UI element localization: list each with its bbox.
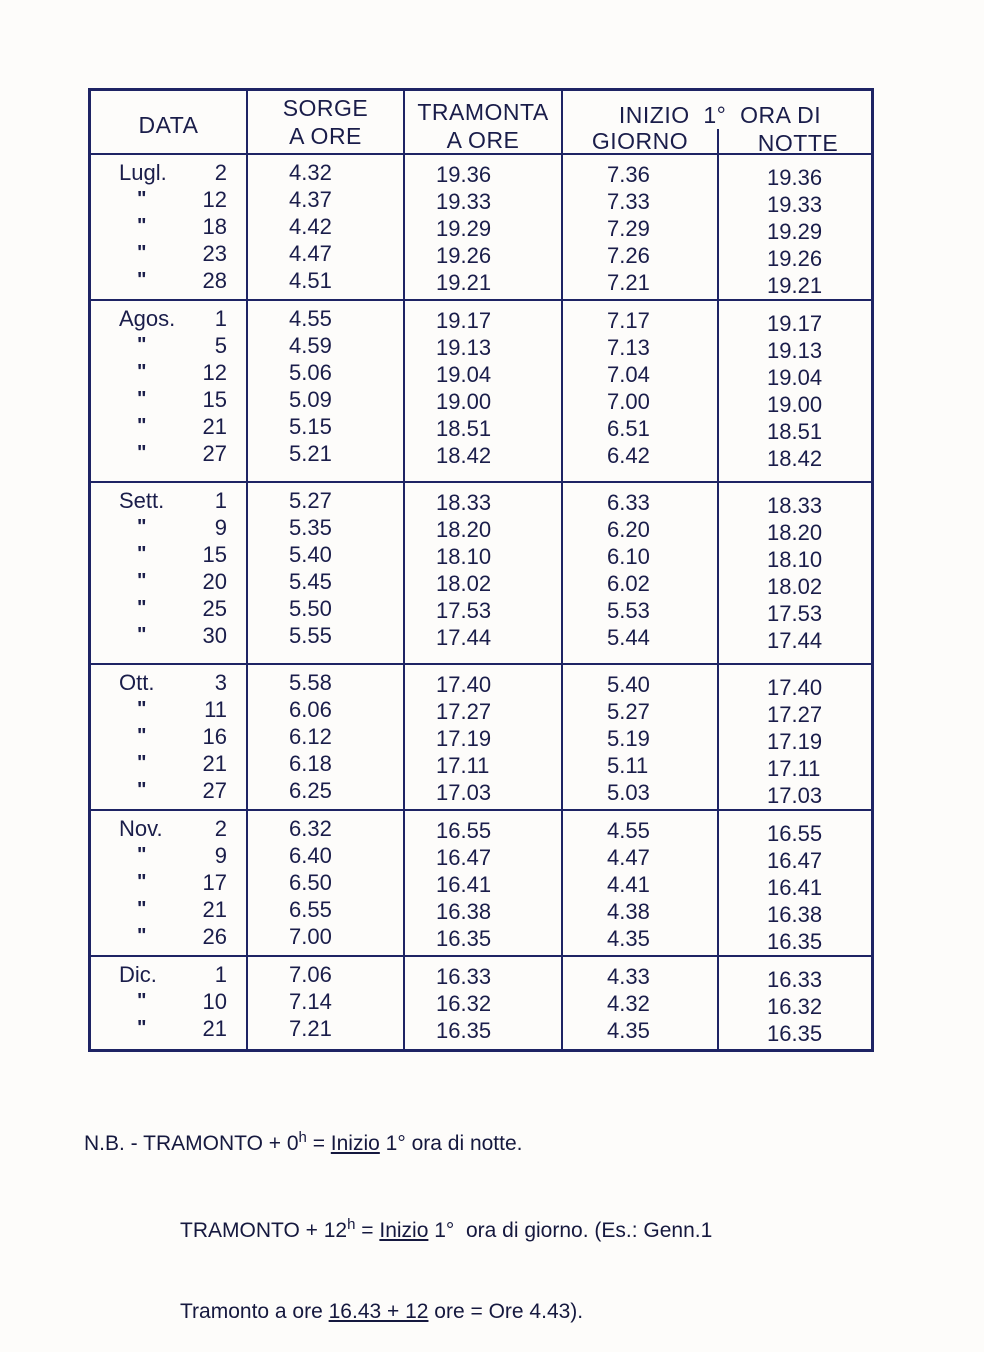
col-divider [403,91,405,1049]
month-label: Agos. [119,306,176,331]
night-hour-cell: 16.32 [767,994,823,1019]
night-hour-cell: 18.02 [767,574,823,599]
night-hour-cell: 17.11 [767,756,821,781]
day-cell: 26 [202,924,227,949]
sunrise-cell: 7.06 [289,962,332,987]
day-hour-cell: 7.26 [607,243,650,268]
day-cell: 21 [202,751,227,776]
section-divider [91,299,871,301]
sunrise-cell: 4.42 [289,214,332,239]
footnote [84,1070,712,1352]
header-inizio: INIZIO 1° ORA DI [618,102,822,128]
day-cell: 30 [202,623,227,648]
day-hour-cell: 5.27 [607,699,650,724]
night-hour-cell: 19.26 [767,246,823,271]
day-cell: 11 [204,697,227,722]
day-hour-cell: 7.13 [607,335,650,360]
sun-times-table [88,88,874,1052]
footnote-line-2: TRAMONTO + $12^h$ = Inizio 1° ora di giorno. (Es.: Genn.1 [180,1216,713,1242]
night-hour-cell: 18.51 [767,419,823,444]
sunrise-cell: 5.50 [289,596,332,621]
sunrise-cell: 5.40 [289,542,332,567]
ditto-mark: " [137,334,147,356]
night-hour-cell: 16.47 [767,848,823,873]
col-divider [246,91,248,1049]
sunset-cell: 19.13 [436,335,492,360]
night-hour-cell: 18.20 [767,520,823,545]
sunset-cell: 17.53 [436,598,492,623]
night-hour-cell: 19.04 [767,365,823,390]
day-cell: 15 [202,542,227,567]
sunrise-cell: 5.06 [289,360,332,385]
footnote-line-1: N.B. - TRAMONTO + $0^h$ = Inizio 1° ora di notte. [84,1129,523,1155]
day-cell: 2 [214,160,227,185]
sunset-cell: 17.27 [436,699,492,724]
ditto-mark: " [137,844,147,866]
day-hour-cell: 4.33 [607,964,650,989]
ditto-mark: " [137,898,147,920]
day-hour-cell: 7.29 [607,216,650,241]
day-hour-cell: 7.36 [607,162,650,187]
sunrise-cell: 6.18 [289,751,332,776]
day-hour-cell: 7.33 [607,189,650,214]
sunrise-cell: 5.55 [289,623,332,648]
sunset-cell: 18.51 [436,416,492,441]
sunset-cell: 19.21 [436,270,492,295]
sunset-cell: 18.02 [436,571,492,596]
sunrise-cell: 6.50 [289,870,332,895]
day-hour-cell: 6.33 [607,490,650,515]
sunrise-cell: 4.32 [289,160,332,185]
sunrise-cell: 6.12 [289,724,332,749]
ditto-mark: " [137,388,147,410]
night-hour-cell: 19.17 [767,311,823,336]
day-cell: 15 [202,387,227,412]
sunset-cell: 17.03 [436,780,492,805]
ditto-mark: " [137,188,147,210]
ditto-mark: " [137,990,147,1012]
footnote-line-3: Tramonto a ore 16.43 + 12 ore = Ore 4.43). [180,1300,584,1323]
day-hour-cell: 4.55 [607,818,650,843]
day-hour-cell: 4.35 [607,1018,650,1043]
month-label: Dic. [119,962,157,987]
sunset-cell: 16.35 [436,926,492,951]
night-hour-cell: 19.33 [767,192,823,217]
day-cell: 5 [214,333,227,358]
ditto-mark: " [137,415,147,437]
ditto-mark: " [137,516,147,538]
ditto-mark: " [137,624,147,646]
day-cell: 23 [202,241,227,266]
day-cell: 20 [202,569,227,594]
day-hour-cell: 4.38 [607,899,650,924]
ditto-mark: " [137,698,147,720]
day-cell: 27 [202,778,227,803]
col-divider [717,129,719,1049]
sunrise-cell: 4.47 [289,241,332,266]
sunrise-cell: 5.58 [289,670,332,695]
month-label: Sett. [119,488,165,513]
sunrise-cell: 7.14 [289,989,332,1014]
sunrise-cell: 4.37 [289,187,332,212]
sunrise-cell: 6.32 [289,816,332,841]
sunset-cell: 19.36 [436,162,492,187]
day-hour-cell: 6.20 [607,517,650,542]
day-cell: 28 [202,268,227,293]
ditto-mark: " [137,925,147,947]
sunrise-cell: 6.25 [289,778,332,803]
day-hour-cell: 5.44 [607,625,650,650]
sunset-cell: 19.33 [436,189,492,214]
day-hour-cell: 7.00 [607,389,650,414]
day-cell: 27 [202,441,227,466]
sunset-cell: 16.41 [436,872,492,897]
section-divider [91,481,871,483]
night-hour-cell: 18.10 [767,547,823,572]
day-hour-cell: 5.40 [607,672,650,697]
night-hour-cell: 19.00 [767,392,823,417]
day-hour-cell: 5.53 [607,598,650,623]
night-hour-cell: 19.13 [767,338,823,363]
sunset-cell: 16.33 [436,964,492,989]
day-hour-cell: 7.17 [607,308,650,333]
night-hour-cell: 18.33 [767,493,823,518]
night-hour-cell: 16.55 [767,821,823,846]
ditto-mark: " [137,1017,147,1039]
day-hour-cell: 5.11 [607,753,649,778]
day-cell: 12 [202,360,227,385]
header-sorge: SORGE A ORE [282,95,369,149]
day-hour-cell: 4.32 [607,991,650,1016]
month-label: Lugl. [119,160,167,185]
day-cell: 9 [214,515,227,540]
sunrise-cell: 5.45 [289,569,332,594]
day-hour-cell: 5.03 [607,780,650,805]
col-divider [561,91,563,1049]
sunset-cell: 18.42 [436,443,492,468]
night-hour-cell: 17.53 [767,601,823,626]
sunset-cell: 18.33 [436,490,492,515]
night-hour-cell: 18.42 [767,446,823,471]
day-cell: 25 [202,596,227,621]
sunrise-cell: 4.59 [289,333,332,358]
day-cell: 17 [202,870,227,895]
day-hour-cell: 6.42 [607,443,650,468]
month-label: Nov. [119,816,163,841]
day-cell: 12 [202,187,227,212]
header-giorno: GIORNO [591,128,689,154]
header-data: DATA [138,112,199,138]
night-hour-cell: 16.35 [767,929,823,954]
ditto-mark: " [137,269,147,291]
day-cell: 3 [214,670,227,695]
section-divider [91,809,871,811]
sunrise-cell: 7.00 [289,924,332,949]
sunset-cell: 17.11 [436,753,490,778]
sunset-cell: 18.20 [436,517,492,542]
sunset-cell: 18.10 [436,544,492,569]
day-cell: 21 [202,1016,227,1041]
day-hour-cell: 6.02 [607,571,650,596]
sunrise-cell: 4.55 [289,306,332,331]
sunrise-cell: 5.09 [289,387,332,412]
sunset-cell: 17.40 [436,672,492,697]
sunset-cell: 19.00 [436,389,492,414]
sunrise-cell: 5.21 [289,441,332,466]
night-hour-cell: 19.36 [767,165,823,190]
sunset-cell: 17.19 [436,726,492,751]
header-notte: NOTTE [757,130,839,156]
day-cell: 9 [214,843,227,868]
day-cell: 10 [202,989,227,1014]
ditto-mark: " [137,242,147,264]
night-hour-cell: 17.03 [767,783,823,808]
sunset-cell: 16.55 [436,818,492,843]
section-divider [91,955,871,957]
ditto-mark: " [137,215,147,237]
day-hour-cell: 7.21 [607,270,650,295]
ditto-mark: " [137,442,147,464]
ditto-mark: " [137,543,147,565]
sunrise-cell: 5.27 [289,488,332,513]
ditto-mark: " [137,871,147,893]
sunset-cell: 16.47 [436,845,492,870]
sunset-cell: 16.38 [436,899,492,924]
sunrise-cell: 5.35 [289,515,332,540]
ditto-mark: " [137,570,147,592]
day-cell: 1 [214,962,227,987]
header-tramonta: TRAMONTA A ORE [417,99,549,153]
sunset-cell: 19.04 [436,362,492,387]
day-hour-cell: 7.04 [607,362,650,387]
sunrise-cell: 6.40 [289,843,332,868]
ditto-mark: " [137,752,147,774]
day-cell: 18 [202,214,227,239]
sunset-cell: 19.26 [436,243,492,268]
sunset-cell: 19.29 [436,216,492,241]
ditto-mark: " [137,725,147,747]
sunrise-cell: 6.55 [289,897,332,922]
section-divider [91,663,871,665]
day-hour-cell: 4.41 [607,872,650,897]
day-hour-cell: 4.35 [607,926,650,951]
day-hour-cell: 5.19 [607,726,650,751]
ditto-mark: " [137,361,147,383]
sunset-cell: 16.35 [436,1018,492,1043]
ditto-mark: " [137,597,147,619]
ditto-mark: " [137,779,147,801]
day-cell: 21 [202,414,227,439]
day-cell: 1 [214,488,227,513]
day-cell: 2 [214,816,227,841]
night-hour-cell: 17.27 [767,702,823,727]
sunset-cell: 16.32 [436,991,492,1016]
day-hour-cell: 6.51 [607,416,650,441]
night-hour-cell: 16.35 [767,1021,823,1046]
sunrise-cell: 7.21 [289,1016,332,1041]
night-hour-cell: 16.41 [767,875,823,900]
night-hour-cell: 16.33 [767,967,823,992]
night-hour-cell: 19.29 [767,219,823,244]
day-hour-cell: 6.10 [607,544,650,569]
day-hour-cell: 4.47 [607,845,650,870]
night-hour-cell: 17.44 [767,628,823,653]
night-hour-cell: 17.40 [767,675,823,700]
night-hour-cell: 17.19 [767,729,823,754]
sunrise-cell: 6.06 [289,697,332,722]
night-hour-cell: 16.38 [767,902,823,927]
sunset-cell: 17.44 [436,625,492,650]
month-label: Ott. [119,670,155,695]
day-cell: 16 [202,724,227,749]
night-hour-cell: 19.21 [767,273,823,298]
day-cell: 21 [202,897,227,922]
sunset-cell: 19.17 [436,308,492,333]
day-cell: 1 [214,306,227,331]
sunrise-cell: 4.51 [289,268,332,293]
sunrise-cell: 5.15 [289,414,332,439]
header-divider [91,153,871,155]
